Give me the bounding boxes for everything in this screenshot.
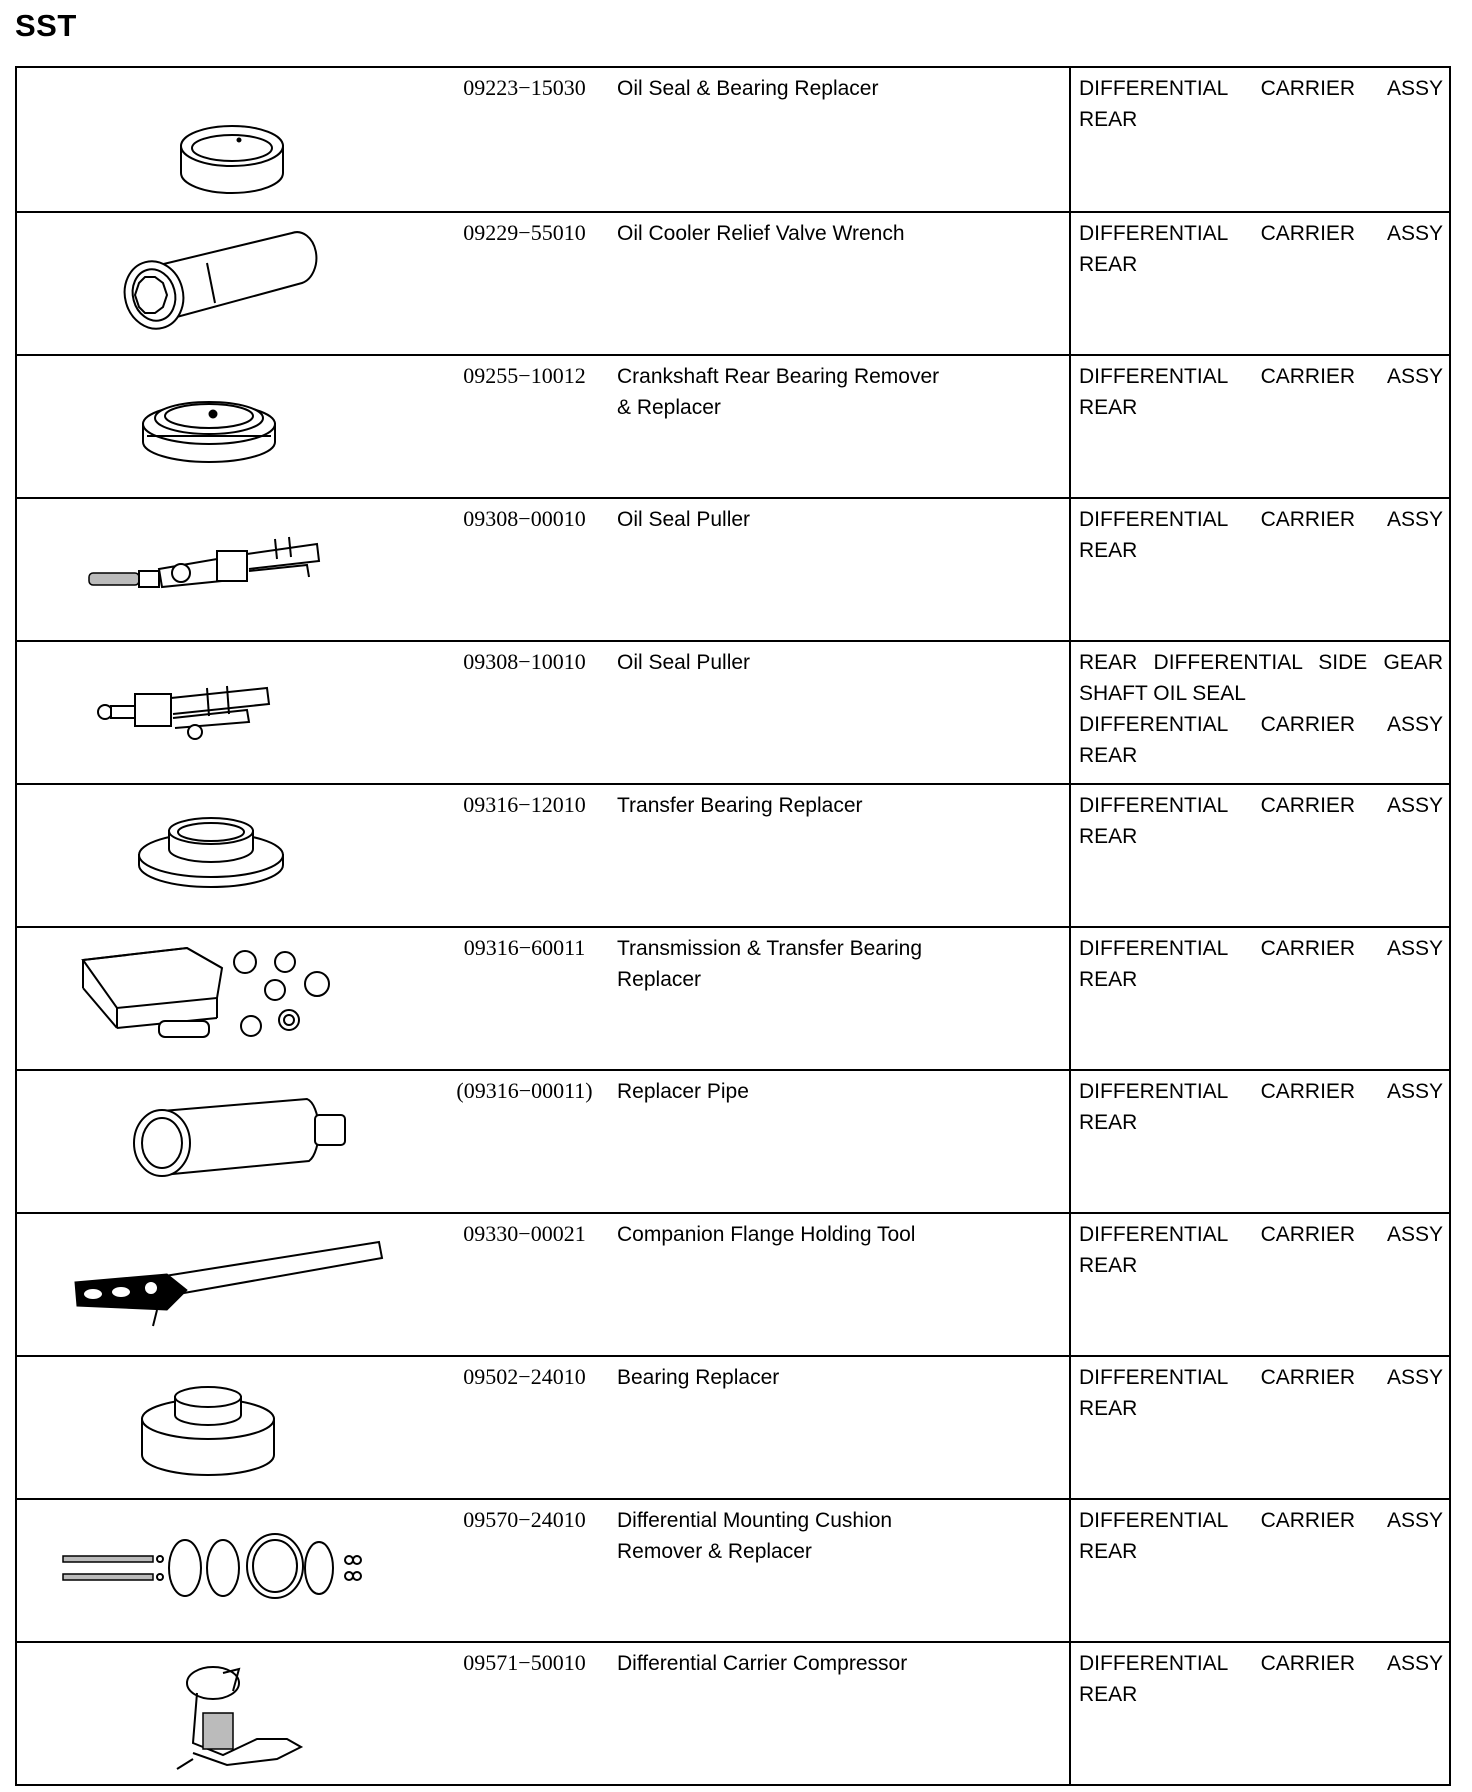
usage-text: DIFFERENTIAL CARRIER ASSY REAR [1079, 1366, 1443, 1420]
tool-illustration [17, 1357, 437, 1498]
usage-text: DIFFERENTIAL CARRIER ASSY REAR [1079, 508, 1443, 562]
table-row [17, 1498, 1449, 1641]
part-number: 09255−10012 [463, 363, 586, 388]
part-number: 09330−00021 [463, 1221, 586, 1246]
usage-text: DIFFERENTIAL CARRIER ASSY REAR [1079, 365, 1443, 419]
tool-name: Crankshaft Rear Bearing Remover & Replacer [617, 365, 940, 419]
oil-seal-puller-drawing [17, 642, 437, 783]
part-number: (09316−00011) [456, 1078, 593, 1103]
transfer-bearing-replacer-drawing [17, 785, 437, 926]
usage-text: DIFFERENTIAL CARRIER ASSY REAR [1079, 1652, 1443, 1706]
page-title: SST [15, 8, 77, 43]
table-row [17, 640, 1449, 783]
replacer-cup-drawing [17, 68, 437, 209]
table-row [17, 1212, 1449, 1355]
tool-name: Differential Carrier Compressor [617, 1652, 908, 1675]
tool-illustration [17, 1071, 437, 1212]
bearing-replacer-drawing [17, 1357, 437, 1498]
usage-text: DIFFERENTIAL CARRIER ASSY REAR [1079, 1509, 1443, 1563]
part-number: 09571−50010 [463, 1650, 586, 1675]
tool-name: Transfer Bearing Replacer [617, 794, 863, 817]
part-number: 09308−00010 [463, 506, 586, 531]
usage-text: DIFFERENTIAL CARRIER ASSY REAR [1079, 937, 1443, 991]
usage-text: DIFFERENTIAL CARRIER ASSY REAR [1079, 1223, 1443, 1277]
slide-hammer-puller-drawing [17, 499, 437, 640]
tool-name: Oil Cooler Relief Valve Wrench [617, 222, 905, 245]
bearing-remover-drawing [17, 356, 437, 497]
table-row [17, 783, 1449, 926]
part-number: 09316−12010 [463, 792, 586, 817]
table-row [17, 1355, 1449, 1498]
flange-holding-tool-drawing [17, 1214, 437, 1355]
carrier-compressor-drawing [17, 1643, 437, 1784]
usage-text: DIFFERENTIAL CARRIER ASSY REAR [1079, 1080, 1443, 1134]
table-row [17, 926, 1449, 1069]
tool-name: Oil Seal & Bearing Replacer [617, 77, 879, 100]
table-row [17, 1069, 1449, 1212]
tool-name: Replacer Pipe [617, 1080, 749, 1103]
table-row [17, 211, 1449, 354]
replacer-pipe-drawing [17, 1071, 437, 1212]
bearing-replacer-set-drawing [17, 928, 437, 1069]
tool-name: Oil Seal Puller [617, 508, 751, 531]
usage-text: REAR DIFFERENTIAL SIDE GEAR SHAFT OIL SEAL DIFFERENTIAL CARRIER ASSY REAR [1079, 651, 1443, 767]
table-row [17, 68, 1449, 211]
part-number: 09502−24010 [463, 1364, 586, 1389]
tool-illustration [17, 785, 437, 926]
tool-name: Oil Seal Puller [617, 651, 751, 674]
socket-wrench-drawing [17, 213, 437, 354]
part-number: 09316−60011 [463, 935, 586, 960]
tool-name: Transmission & Transfer Bearing Replacer [617, 937, 923, 991]
part-number: 09229−55010 [463, 220, 586, 245]
table-row [17, 354, 1449, 497]
tool-illustration [17, 1500, 437, 1641]
part-number: 09308−10010 [463, 649, 586, 674]
usage-text: DIFFERENTIAL CARRIER ASSY REAR [1079, 222, 1443, 276]
tool-illustration [17, 1214, 437, 1355]
tool-illustration [17, 213, 437, 354]
tool-name: Bearing Replacer [617, 1366, 780, 1389]
cushion-remover-set-drawing [17, 1500, 437, 1641]
tool-illustration [17, 642, 437, 783]
usage-text: DIFFERENTIAL CARRIER ASSY REAR [1079, 77, 1443, 131]
sst-table [15, 66, 1451, 1786]
tool-name: Differential Mounting Cushion Remover & Replacer [617, 1509, 893, 1563]
usage-text: DIFFERENTIAL CARRIER ASSY REAR [1079, 794, 1443, 848]
tool-illustration [17, 356, 437, 497]
part-number: 09223−15030 [463, 75, 586, 100]
tool-illustration [17, 1643, 437, 1784]
tool-name: Companion Flange Holding Tool [617, 1223, 916, 1246]
table-row [17, 497, 1449, 640]
tool-illustration [17, 68, 437, 209]
part-number: 09570−24010 [463, 1507, 586, 1532]
tool-illustration [17, 928, 437, 1069]
table-row [17, 1641, 1449, 1784]
tool-illustration [17, 499, 437, 640]
